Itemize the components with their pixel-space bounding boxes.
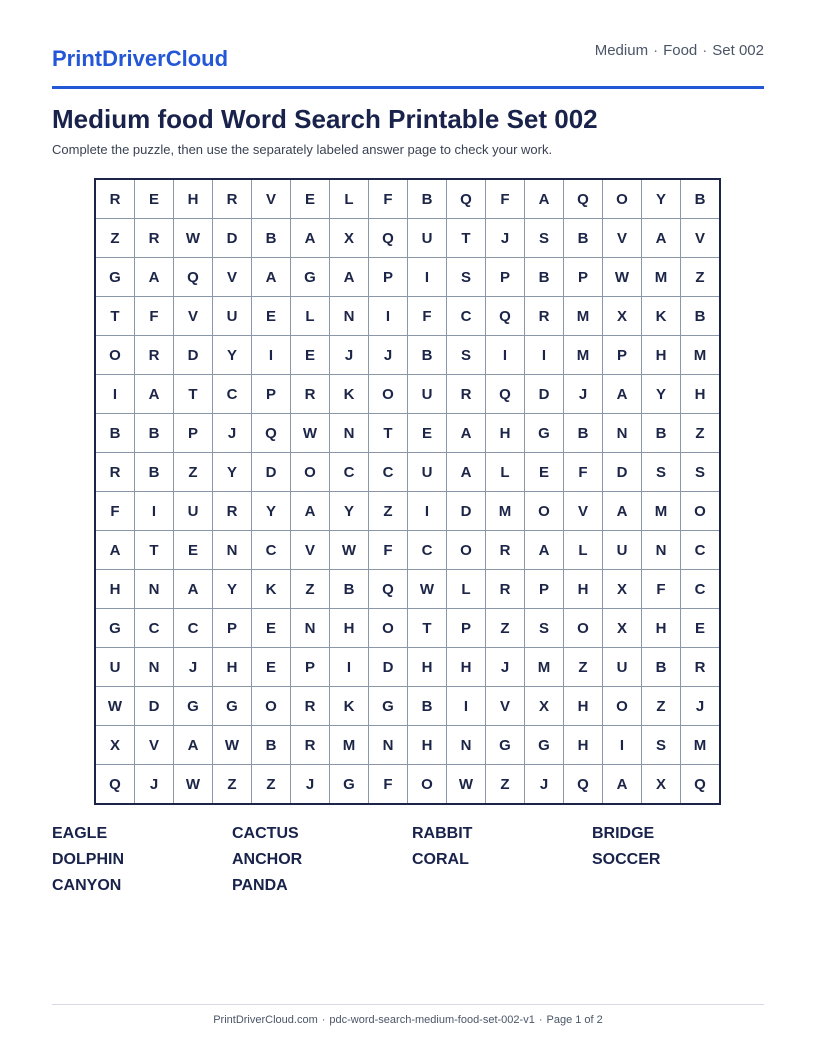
grid-cell[interactable]: M bbox=[486, 492, 524, 530]
grid-cell[interactable]: D bbox=[174, 336, 212, 374]
grid-cell[interactable]: U bbox=[408, 219, 446, 257]
grid-cell[interactable]: O bbox=[408, 765, 446, 803]
grid-cell[interactable]: W bbox=[330, 531, 368, 569]
grid-cell[interactable]: R bbox=[291, 687, 329, 725]
breadcrumb-category[interactable]: Food bbox=[663, 42, 698, 59]
grid-cell[interactable]: A bbox=[330, 258, 368, 296]
grid-cell[interactable]: Q bbox=[96, 765, 134, 803]
grid-cell[interactable]: Z bbox=[681, 414, 719, 452]
grid-cell[interactable]: A bbox=[603, 375, 641, 413]
grid-cell[interactable]: B bbox=[96, 414, 134, 452]
grid-cell[interactable]: G bbox=[213, 687, 251, 725]
grid-cell[interactable]: U bbox=[96, 648, 134, 686]
grid-cell[interactable]: Y bbox=[330, 492, 368, 530]
grid-cell[interactable]: P bbox=[603, 336, 641, 374]
grid-cell[interactable]: N bbox=[291, 609, 329, 647]
grid-cell[interactable]: Q bbox=[369, 219, 407, 257]
grid-cell[interactable]: A bbox=[291, 219, 329, 257]
grid-cell[interactable]: Z bbox=[486, 609, 524, 647]
grid-cell[interactable]: J bbox=[330, 336, 368, 374]
grid-cell[interactable]: X bbox=[330, 219, 368, 257]
word-list-item: ANCHOR bbox=[232, 851, 303, 868]
word-list-item: CACTUS bbox=[232, 825, 299, 842]
grid-cell[interactable]: A bbox=[252, 258, 290, 296]
grid-cell[interactable]: H bbox=[681, 375, 719, 413]
grid-cell[interactable]: S bbox=[642, 453, 680, 491]
grid-cell[interactable]: W bbox=[291, 414, 329, 452]
grid-cell[interactable]: R bbox=[135, 219, 173, 257]
grid-cell[interactable]: D bbox=[213, 219, 251, 257]
grid-cell[interactable]: J bbox=[681, 687, 719, 725]
grid-cell[interactable]: C bbox=[369, 453, 407, 491]
grid-cell[interactable]: F bbox=[369, 531, 407, 569]
grid-cell[interactable]: B bbox=[681, 297, 719, 335]
grid-cell[interactable]: R bbox=[525, 297, 563, 335]
grid-cell[interactable]: E bbox=[525, 453, 563, 491]
grid-cell[interactable]: Y bbox=[213, 570, 251, 608]
grid-cell[interactable]: J bbox=[174, 648, 212, 686]
grid-cell[interactable]: E bbox=[252, 609, 290, 647]
grid-cell[interactable]: C bbox=[408, 531, 446, 569]
grid-cell[interactable]: B bbox=[408, 336, 446, 374]
grid-cell[interactable]: B bbox=[642, 414, 680, 452]
grid-cell[interactable]: E bbox=[681, 609, 719, 647]
word-list-item: EAGLE bbox=[52, 825, 108, 842]
grid-cell[interactable]: B bbox=[135, 414, 173, 452]
grid-cell[interactable]: R bbox=[96, 453, 134, 491]
grid-cell[interactable]: M bbox=[525, 648, 563, 686]
grid-cell[interactable]: S bbox=[642, 726, 680, 764]
grid-cell[interactable]: L bbox=[447, 570, 485, 608]
grid-cell[interactable]: I bbox=[486, 336, 524, 374]
grid-cell[interactable]: G bbox=[525, 726, 563, 764]
grid-cell[interactable]: F bbox=[96, 492, 134, 530]
grid-cell[interactable]: Q bbox=[252, 414, 290, 452]
grid-cell[interactable]: W bbox=[213, 726, 251, 764]
grid-cell[interactable]: Y bbox=[252, 492, 290, 530]
grid-cell[interactable]: G bbox=[96, 609, 134, 647]
grid-cell[interactable]: M bbox=[681, 726, 719, 764]
grid-cell[interactable]: Z bbox=[174, 453, 212, 491]
grid-cell[interactable]: B bbox=[525, 258, 563, 296]
grid-cell[interactable]: D bbox=[525, 375, 563, 413]
grid-cell[interactable]: Y bbox=[213, 453, 251, 491]
grid-cell[interactable]: L bbox=[330, 180, 368, 218]
grid-cell[interactable]: O bbox=[369, 609, 407, 647]
grid-cell[interactable]: Z bbox=[681, 258, 719, 296]
grid-cell[interactable]: A bbox=[96, 531, 134, 569]
grid-cell[interactable]: D bbox=[603, 453, 641, 491]
grid-cell[interactable]: F bbox=[135, 297, 173, 335]
grid-cell[interactable]: P bbox=[525, 570, 563, 608]
grid-cell[interactable]: W bbox=[174, 219, 212, 257]
page-title: Medium food Word Search Printable Set 002 bbox=[52, 104, 598, 134]
grid-cell[interactable]: Y bbox=[642, 180, 680, 218]
grid-cell[interactable]: H bbox=[174, 180, 212, 218]
grid-cell[interactable]: R bbox=[486, 531, 524, 569]
word-list-item: DOLPHIN bbox=[52, 851, 124, 868]
grid-cell[interactable]: N bbox=[603, 414, 641, 452]
grid-cell[interactable]: I bbox=[408, 492, 446, 530]
grid-cell[interactable]: V bbox=[564, 492, 602, 530]
grid-cell[interactable]: V bbox=[213, 258, 251, 296]
grid-cell[interactable]: O bbox=[252, 687, 290, 725]
grid-cell[interactable]: F bbox=[564, 453, 602, 491]
grid-cell[interactable]: O bbox=[291, 453, 329, 491]
grid-cell[interactable]: J bbox=[135, 765, 173, 803]
grid-cell[interactable]: R bbox=[213, 180, 251, 218]
breadcrumb-set[interactable]: Set 002 bbox=[712, 42, 764, 59]
grid-cell[interactable]: J bbox=[525, 765, 563, 803]
grid-cell[interactable]: I bbox=[252, 336, 290, 374]
grid-cell[interactable]: Q bbox=[681, 765, 719, 803]
grid-cell[interactable]: T bbox=[369, 414, 407, 452]
grid-cell[interactable]: H bbox=[564, 726, 602, 764]
grid-cell[interactable]: A bbox=[135, 258, 173, 296]
grid-cell[interactable]: J bbox=[486, 648, 524, 686]
grid-cell[interactable]: H bbox=[408, 648, 446, 686]
grid-cell[interactable]: H bbox=[96, 570, 134, 608]
grid-cell[interactable]: V bbox=[135, 726, 173, 764]
grid-cell[interactable]: B bbox=[681, 180, 719, 218]
grid-cell[interactable]: S bbox=[525, 219, 563, 257]
grid-cell[interactable]: H bbox=[564, 687, 602, 725]
grid-cell[interactable]: R bbox=[447, 375, 485, 413]
grid-cell[interactable]: J bbox=[486, 219, 524, 257]
grid-cell[interactable]: I bbox=[135, 492, 173, 530]
grid-cell[interactable]: I bbox=[369, 297, 407, 335]
grid-cell[interactable]: M bbox=[564, 336, 602, 374]
grid-cell[interactable]: H bbox=[564, 570, 602, 608]
grid-cell[interactable]: D bbox=[447, 492, 485, 530]
grid-cell[interactable]: V bbox=[603, 219, 641, 257]
grid-cell[interactable]: E bbox=[291, 336, 329, 374]
grid-cell[interactable]: N bbox=[135, 570, 173, 608]
grid-cell[interactable]: C bbox=[681, 531, 719, 569]
grid-cell[interactable]: W bbox=[408, 570, 446, 608]
grid-cell[interactable]: K bbox=[330, 375, 368, 413]
grid-cell[interactable]: V bbox=[252, 180, 290, 218]
grid-cell[interactable]: Y bbox=[213, 336, 251, 374]
grid-cell[interactable]: M bbox=[681, 336, 719, 374]
grid-cell[interactable]: R bbox=[135, 336, 173, 374]
grid-cell[interactable]: L bbox=[486, 453, 524, 491]
grid-cell[interactable]: N bbox=[369, 726, 407, 764]
grid-cell[interactable]: I bbox=[408, 258, 446, 296]
grid-cell[interactable]: E bbox=[135, 180, 173, 218]
grid-cell[interactable]: G bbox=[330, 765, 368, 803]
grid-cell[interactable]: Z bbox=[213, 765, 251, 803]
grid-cell[interactable]: I bbox=[525, 336, 563, 374]
grid-cell[interactable]: A bbox=[291, 492, 329, 530]
grid-cell[interactable]: I bbox=[603, 726, 641, 764]
word-list bbox=[52, 825, 772, 895]
grid-cell[interactable]: X bbox=[603, 570, 641, 608]
grid-cell[interactable]: A bbox=[603, 765, 641, 803]
grid-cell[interactable]: R bbox=[291, 375, 329, 413]
grid-cell[interactable]: Y bbox=[642, 375, 680, 413]
grid-cell[interactable]: C bbox=[174, 609, 212, 647]
grid-cell[interactable]: N bbox=[330, 297, 368, 335]
grid-cell[interactable]: M bbox=[330, 726, 368, 764]
grid-cell[interactable]: A bbox=[525, 180, 563, 218]
grid-cell[interactable]: P bbox=[174, 414, 212, 452]
footer-site: PrintDriverCloud.com bbox=[213, 1014, 318, 1026]
grid-cell[interactable]: Z bbox=[252, 765, 290, 803]
grid-cell[interactable]: A bbox=[642, 219, 680, 257]
grid-cell[interactable]: X bbox=[525, 687, 563, 725]
word-search-grid bbox=[94, 178, 721, 805]
grid-cell[interactable]: H bbox=[213, 648, 251, 686]
grid-cell[interactable]: W bbox=[174, 765, 212, 803]
grid-cell[interactable]: V bbox=[681, 219, 719, 257]
grid-cell[interactable]: Q bbox=[486, 375, 524, 413]
grid-cell[interactable]: U bbox=[213, 297, 251, 335]
grid-cell[interactable]: T bbox=[408, 609, 446, 647]
grid-cell[interactable]: S bbox=[681, 453, 719, 491]
grid-cell[interactable]: M bbox=[564, 297, 602, 335]
grid-cell[interactable]: U bbox=[408, 375, 446, 413]
grid-cell[interactable]: G bbox=[525, 414, 563, 452]
grid-cell[interactable]: J bbox=[369, 336, 407, 374]
grid-cell[interactable]: A bbox=[603, 492, 641, 530]
grid-cell[interactable]: Q bbox=[564, 765, 602, 803]
grid-cell[interactable]: A bbox=[447, 414, 485, 452]
grid-cell[interactable]: E bbox=[252, 648, 290, 686]
grid-cell[interactable]: U bbox=[408, 453, 446, 491]
grid-cell[interactable]: Z bbox=[642, 687, 680, 725]
grid-cell[interactable]: O bbox=[681, 492, 719, 530]
grid-cell[interactable]: T bbox=[447, 219, 485, 257]
grid-cell[interactable]: R bbox=[486, 570, 524, 608]
grid-cell[interactable]: R bbox=[213, 492, 251, 530]
grid-cell[interactable]: X bbox=[603, 297, 641, 335]
grid-cell[interactable]: S bbox=[525, 609, 563, 647]
grid-cell[interactable]: H bbox=[330, 609, 368, 647]
grid-cell[interactable]: A bbox=[174, 726, 212, 764]
page-header bbox=[52, 40, 764, 89]
grid-cell[interactable]: T bbox=[174, 375, 212, 413]
grid-cell[interactable]: Z bbox=[369, 492, 407, 530]
grid-cell[interactable]: F bbox=[369, 765, 407, 803]
grid-cell[interactable]: C bbox=[330, 453, 368, 491]
grid-cell[interactable]: O bbox=[564, 609, 602, 647]
grid-cell[interactable]: A bbox=[174, 570, 212, 608]
grid-cell[interactable]: M bbox=[642, 258, 680, 296]
page-subtitle: Complete the puzzle, then use the separately labeled answer page to check your work. bbox=[52, 142, 553, 157]
grid-cell[interactable]: P bbox=[213, 609, 251, 647]
grid-cell[interactable]: Z bbox=[486, 765, 524, 803]
grid-cell[interactable]: P bbox=[369, 258, 407, 296]
grid-cell[interactable]: T bbox=[96, 297, 134, 335]
grid-cell[interactable]: P bbox=[486, 258, 524, 296]
grid-cell[interactable]: N bbox=[213, 531, 251, 569]
grid-cell[interactable]: F bbox=[642, 570, 680, 608]
grid-cell[interactable]: Q bbox=[486, 297, 524, 335]
grid-cell[interactable]: A bbox=[447, 453, 485, 491]
breadcrumb-separator: · bbox=[653, 42, 659, 59]
grid-cell[interactable]: V bbox=[174, 297, 212, 335]
grid-cell[interactable]: E bbox=[252, 297, 290, 335]
grid-cell[interactable]: B bbox=[564, 219, 602, 257]
grid-cell[interactable]: C bbox=[447, 297, 485, 335]
grid-cell[interactable]: F bbox=[486, 180, 524, 218]
grid-cell[interactable]: X bbox=[642, 765, 680, 803]
grid-cell[interactable]: H bbox=[408, 726, 446, 764]
grid-cell[interactable]: R bbox=[681, 648, 719, 686]
grid-cell[interactable]: F bbox=[369, 180, 407, 218]
grid-cell[interactable]: H bbox=[447, 648, 485, 686]
grid-cell[interactable]: C bbox=[681, 570, 719, 608]
grid-cell[interactable]: Q bbox=[564, 180, 602, 218]
footer-page-number: Page 1 of 2 bbox=[546, 1014, 603, 1026]
page-footer bbox=[52, 1004, 764, 1026]
grid-cell[interactable]: B bbox=[408, 180, 446, 218]
grid-cell[interactable]: E bbox=[291, 180, 329, 218]
footer-separator: · bbox=[538, 1014, 543, 1026]
grid-cell[interactable]: W bbox=[447, 765, 485, 803]
grid-cell[interactable]: G bbox=[96, 258, 134, 296]
footer-separator: · bbox=[321, 1014, 326, 1026]
word-list-item: CANYON bbox=[52, 877, 122, 894]
word-list-item: BRIDGE bbox=[592, 825, 655, 842]
grid-cell[interactable]: C bbox=[135, 609, 173, 647]
breadcrumb-separator: · bbox=[702, 42, 708, 59]
grid-cell[interactable]: Q bbox=[369, 570, 407, 608]
grid-cell[interactable]: F bbox=[408, 297, 446, 335]
brand-logo[interactable]: PrintDriverCloud bbox=[52, 46, 229, 71]
grid-cell[interactable]: Z bbox=[564, 648, 602, 686]
grid-cell[interactable]: J bbox=[564, 375, 602, 413]
grid-cell[interactable]: K bbox=[642, 297, 680, 335]
word-list-item: SOCCER bbox=[592, 851, 661, 868]
grid-cell[interactable]: R bbox=[291, 726, 329, 764]
grid-cell[interactable]: P bbox=[252, 375, 290, 413]
grid-cell[interactable]: E bbox=[408, 414, 446, 452]
grid-cell[interactable]: D bbox=[135, 687, 173, 725]
word-list-item: CORAL bbox=[412, 851, 469, 868]
grid-cell[interactable]: Z bbox=[291, 570, 329, 608]
grid-cell[interactable]: O bbox=[603, 180, 641, 218]
grid-cell[interactable]: K bbox=[330, 687, 368, 725]
grid-cell[interactable]: O bbox=[447, 531, 485, 569]
grid-cell[interactable]: J bbox=[291, 765, 329, 803]
grid-cell[interactable]: L bbox=[564, 531, 602, 569]
grid-cell[interactable]: N bbox=[447, 726, 485, 764]
grid-cell[interactable]: O bbox=[369, 375, 407, 413]
grid-cell[interactable]: I bbox=[447, 687, 485, 725]
word-list-item: PANDA bbox=[232, 877, 288, 894]
grid-cell[interactable]: O bbox=[603, 687, 641, 725]
grid-cell[interactable]: G bbox=[174, 687, 212, 725]
grid-cell[interactable]: M bbox=[642, 492, 680, 530]
grid-cell[interactable]: U bbox=[603, 531, 641, 569]
grid-cell[interactable]: H bbox=[642, 609, 680, 647]
grid-cell[interactable]: O bbox=[525, 492, 563, 530]
grid-cell[interactable]: N bbox=[642, 531, 680, 569]
grid-cell[interactable]: D bbox=[252, 453, 290, 491]
grid-cell[interactable]: C bbox=[213, 375, 251, 413]
grid-cell[interactable]: L bbox=[291, 297, 329, 335]
grid-cell[interactable]: O bbox=[96, 336, 134, 374]
grid-cell[interactable]: D bbox=[369, 648, 407, 686]
breadcrumb-difficulty[interactable]: Medium bbox=[594, 42, 649, 59]
grid-cell[interactable]: Z bbox=[96, 219, 134, 257]
grid-cell[interactable]: K bbox=[252, 570, 290, 608]
grid-cell[interactable]: X bbox=[603, 609, 641, 647]
grid-cell[interactable]: C bbox=[252, 531, 290, 569]
grid-cell[interactable]: W bbox=[603, 258, 641, 296]
grid-cell[interactable]: S bbox=[447, 258, 485, 296]
grid-cell[interactable]: I bbox=[330, 648, 368, 686]
grid-cell[interactable]: P bbox=[564, 258, 602, 296]
grid-cell[interactable]: B bbox=[135, 453, 173, 491]
grid-cell[interactable]: J bbox=[213, 414, 251, 452]
grid-cell[interactable]: N bbox=[330, 414, 368, 452]
grid-cell[interactable]: H bbox=[486, 414, 524, 452]
grid-cell[interactable]: U bbox=[603, 648, 641, 686]
grid-cell[interactable]: G bbox=[369, 687, 407, 725]
grid-cell[interactable]: V bbox=[291, 531, 329, 569]
grid-cell[interactable]: B bbox=[252, 726, 290, 764]
grid-cell[interactable]: W bbox=[96, 687, 134, 725]
grid-cell[interactable]: R bbox=[96, 180, 134, 218]
footer-doc-id: pdc-word-search-medium-food-set-002-v1 bbox=[329, 1014, 535, 1026]
grid-cell[interactable]: S bbox=[447, 336, 485, 374]
grid-cell[interactable]: Q bbox=[174, 258, 212, 296]
grid-cell[interactable]: P bbox=[447, 609, 485, 647]
word-list-item: RABBIT bbox=[412, 825, 473, 842]
breadcrumb bbox=[595, 42, 764, 59]
grid-cell[interactable]: T bbox=[135, 531, 173, 569]
grid-cell[interactable]: V bbox=[486, 687, 524, 725]
grid-cell[interactable]: H bbox=[642, 336, 680, 374]
grid-cell[interactable]: E bbox=[174, 531, 212, 569]
grid-cell[interactable]: X bbox=[96, 726, 134, 764]
grid-cell[interactable]: I bbox=[96, 375, 134, 413]
grid-cell[interactable]: B bbox=[408, 687, 446, 725]
grid-cell[interactable]: A bbox=[525, 531, 563, 569]
grid-cell[interactable]: U bbox=[174, 492, 212, 530]
grid-cell[interactable]: N bbox=[135, 648, 173, 686]
grid-cell[interactable]: B bbox=[330, 570, 368, 608]
grid-cell[interactable]: B bbox=[642, 648, 680, 686]
grid-cell[interactable]: B bbox=[564, 414, 602, 452]
grid-cell[interactable]: P bbox=[291, 648, 329, 686]
grid-cell[interactable]: G bbox=[291, 258, 329, 296]
grid-cell[interactable]: Q bbox=[447, 180, 485, 218]
grid-cell[interactable]: A bbox=[135, 375, 173, 413]
grid-cell[interactable]: B bbox=[252, 219, 290, 257]
grid-cell[interactable]: G bbox=[486, 726, 524, 764]
